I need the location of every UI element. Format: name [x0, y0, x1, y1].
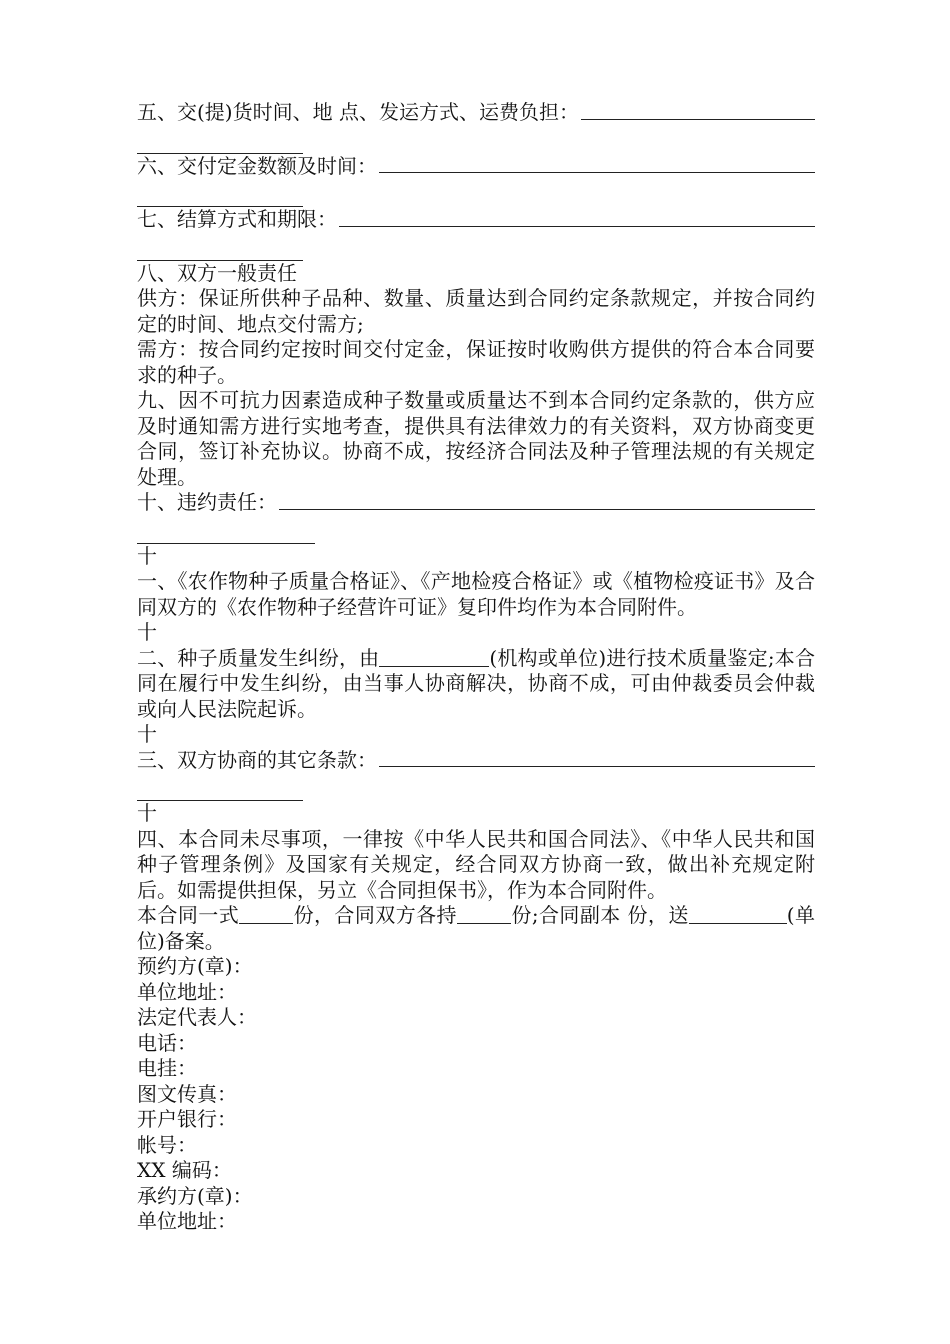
- clause-5-blank-continuation: [137, 126, 303, 154]
- clause-12: [137, 646, 815, 723]
- clause-13: [137, 748, 815, 774]
- clause-14: 四、本合同未尽事项，一律按《中华人民共和国合同法》、《中华人民共和国种子管理条例》及国家有关规定，经合同双方协商一致，做出补充规定附后。如需提供担保，另立《合同担保书》，作为本合同附件。: [137, 826, 815, 902]
- postal-code: XX 编码：: [137, 1158, 232, 1182]
- clause-8-title: 八、双方一般责任: [137, 260, 297, 285]
- telegraph: 电挂：: [137, 1056, 197, 1080]
- clause-7: [137, 207, 815, 233]
- clause-7-label: 七、结算方式和期限：: [137, 207, 337, 231]
- clause-10: [137, 490, 815, 516]
- legal-representative: 法定代表人：: [137, 1005, 257, 1029]
- copies-recipient-blank: [689, 905, 753, 924]
- phone: 电话：: [137, 1030, 197, 1055]
- copies-recipient-blank-continued: [753, 905, 787, 924]
- clause-11: 一、《农作物种子质量合格证》、《产地检疫合格证》或《植物检疫证书》及合同双方的《农作物种子经营许可证》复印件均作为本合同附件。: [137, 569, 815, 619]
- party-b-address: 单位地址：: [137, 1209, 237, 1233]
- clause-10-label: 十、违约责任：: [137, 490, 277, 514]
- clause-5-label: 五、交(提)货时间、地 点、发运方式、运费负担：: [137, 100, 579, 124]
- party-a-address: 单位地址：: [137, 979, 237, 1004]
- clause-8-buyer: 需方：按合同约定按时间交付定金，保证按时收购供方提供的符合本合同要求的种子。: [137, 337, 815, 387]
- party-b-seal: 承约方(章)：: [137, 1183, 253, 1208]
- clause-6-label: 六、交付定金数额及时间：: [137, 153, 377, 178]
- clause-5: [137, 100, 815, 126]
- copies-part4: (单位)备案。: [137, 903, 816, 953]
- contract-body: [137, 100, 815, 1235]
- copies-each-blank: [457, 905, 511, 924]
- copies-part3: 份;合同副本 份，送: [510, 903, 689, 927]
- clause-12-blank: [379, 648, 489, 667]
- clause-10-blank-continuation: [137, 516, 315, 544]
- clause-11-prefix: 十: [137, 543, 157, 568]
- party-a-seal: 预约方(章)：: [137, 954, 253, 978]
- account-number: 帐号：: [137, 1132, 197, 1157]
- clause-13-prefix: 十: [137, 722, 157, 746]
- clause-9: 九、因不可抗力因素造成种子数量或质量达不到本合同约定条款的，供方应及时通知需方进行实地考查，提供具有法律效力的有关资料，双方协商变更合同，签订补充协议。协商不成，按经济合同法及种子管理法规的有关规定处理。: [137, 388, 815, 489]
- copies-part2: 份，合同双方各持: [293, 903, 457, 927]
- clause-6: [137, 154, 815, 180]
- clause-10-blank: [279, 509, 815, 510]
- clause-8-supplier: 供方：保证所供种子品种、数量、质量达到合同约定条款规定，并按合同约定的时间、地点交付需方;: [137, 286, 815, 336]
- clause-6-blank: [379, 172, 815, 173]
- clause-13-blank-continuation: [137, 773, 303, 801]
- clause-12-part2: (机构或单位)进行技术质量鉴定;本合同在履行中发生纠纷，由当事人协商解决，协商不成，可由仲裁委员会仲裁或向人民法院起诉。: [137, 645, 816, 721]
- copies-total-blank: [239, 905, 293, 924]
- clause-14-prefix: 十: [137, 801, 157, 825]
- clause-7-blank-continuation: [137, 233, 303, 261]
- clause-6-blank-continuation: [137, 179, 303, 207]
- bank: 开户银行：: [137, 1107, 237, 1131]
- clause-12-part1: 二、种子质量发生纠纷，由: [137, 645, 380, 670]
- clause-12-prefix: 十: [137, 620, 157, 644]
- copies-clause: [137, 903, 815, 954]
- clause-7-blank: [339, 226, 815, 227]
- clause-5-blank: [581, 119, 815, 120]
- fax: 图文传真：: [137, 1081, 237, 1106]
- clause-13-label: 三、双方协商的其它条款：: [137, 747, 377, 772]
- copies-part1: 本合同一式: [137, 903, 240, 927]
- clause-13-blank: [379, 766, 815, 767]
